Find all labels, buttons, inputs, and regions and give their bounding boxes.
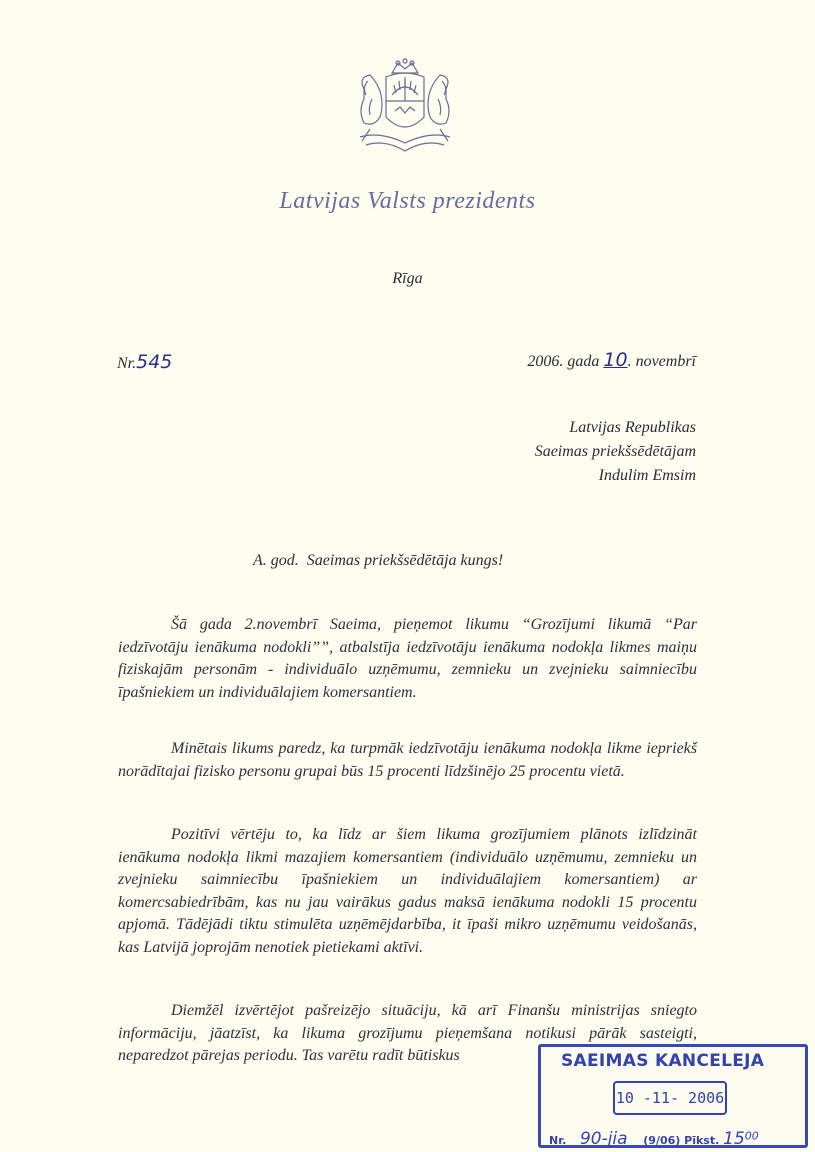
addressee-block xyxy=(535,416,696,488)
date-prefix: 2006. gada xyxy=(527,353,600,370)
coat-of-arms-emblem xyxy=(340,55,470,163)
reference-number xyxy=(117,351,172,373)
salutation: A. god. Saeimas priekšsēdētāja kungs! xyxy=(253,552,504,569)
body-paragraph: Minētais likums paredz, ka turpmāk iedzīvotāju ienākuma nodokļa likme iepriekš norādītajai fizisko personu grupai būs 15 procenti līdzšinējo 25 procentu vietā. xyxy=(118,740,697,780)
stamp-time-handwritten: 15 xyxy=(723,1129,745,1149)
date-suffix: . novembrī xyxy=(627,353,696,370)
body-paragraph: Pozitīvi vērtēju to, ka līdz ar šiem likuma grozījumiem plānots izlīdzināt ienākuma nodokļa likmi mazajiem komersantiem (individuālo uzņēmumu, zemnieku un zvejnieku saimniecību īpašniekiem un individuālajiem komersantiem) ar komercsabiedrībām, kas nu jau vairākus gadus maksā ienākuma nodokli 15 procentu apjomā. Tādējādi tiktu stimulēta uzņēmējdarbība, it īpaši mikro uzņēmumu veidošanās, kas Latvijā joprojām nenotiek pietiekami aktīvi. xyxy=(118,826,697,956)
stamp-title: SAEIMAS KANCELEJA xyxy=(561,1051,765,1071)
stamp-registration-line xyxy=(549,1129,759,1149)
stamp-time-label: Pīkst. xyxy=(684,1134,720,1147)
stamp-nr-label: Nr. xyxy=(549,1134,567,1147)
letterhead-title: Latvijas Valsts prezidents xyxy=(279,188,536,214)
body-paragraph: Diemžēl izvērtējot pašreizējo situāciju, kā arī Finanšu ministrijas sniegto informāciju, jāatzīst, ka likuma grozījumu pieņemšana notikusi pārāk sasteigti, neparedzot pārejas periodu. Tas varētu radīt būtiskus xyxy=(118,1002,697,1065)
stamp-time-minutes: 00 xyxy=(744,1129,759,1143)
reference-label: Nr. xyxy=(117,355,137,372)
letterhead-city: Rīga xyxy=(392,270,423,287)
addressee-line: Saeimas priekšsēdētājam xyxy=(534,443,696,460)
addressee-line: Indulim Emsim xyxy=(598,467,696,484)
stamp-date: 10 -11- 2006 xyxy=(613,1081,727,1115)
stamp-nr-handwritten: 90-jia xyxy=(579,1129,628,1149)
date-handwritten-day: 10 xyxy=(603,349,628,371)
letter-date xyxy=(527,349,696,371)
body-paragraph: Šā gada 2.novembrī Saeima, pieņemot likumu “Grozījumi likumā “Par iedzīvotāju ienākuma nodokli””, atbalstīja iedzīvotāju ienākuma nodokļa likmes maiņu fiziskajām personām - individuālo uzņēmumu, zemnieku un zvejnieku saimniecību īpašniekiem un individuālajiem komersantiem. xyxy=(118,616,697,701)
addressee-line: Latvijas Republikas xyxy=(569,419,696,436)
registration-stamp xyxy=(538,1044,808,1148)
reference-handwritten-number: 545 xyxy=(136,351,173,373)
stamp-code: (9/06) xyxy=(643,1134,681,1147)
